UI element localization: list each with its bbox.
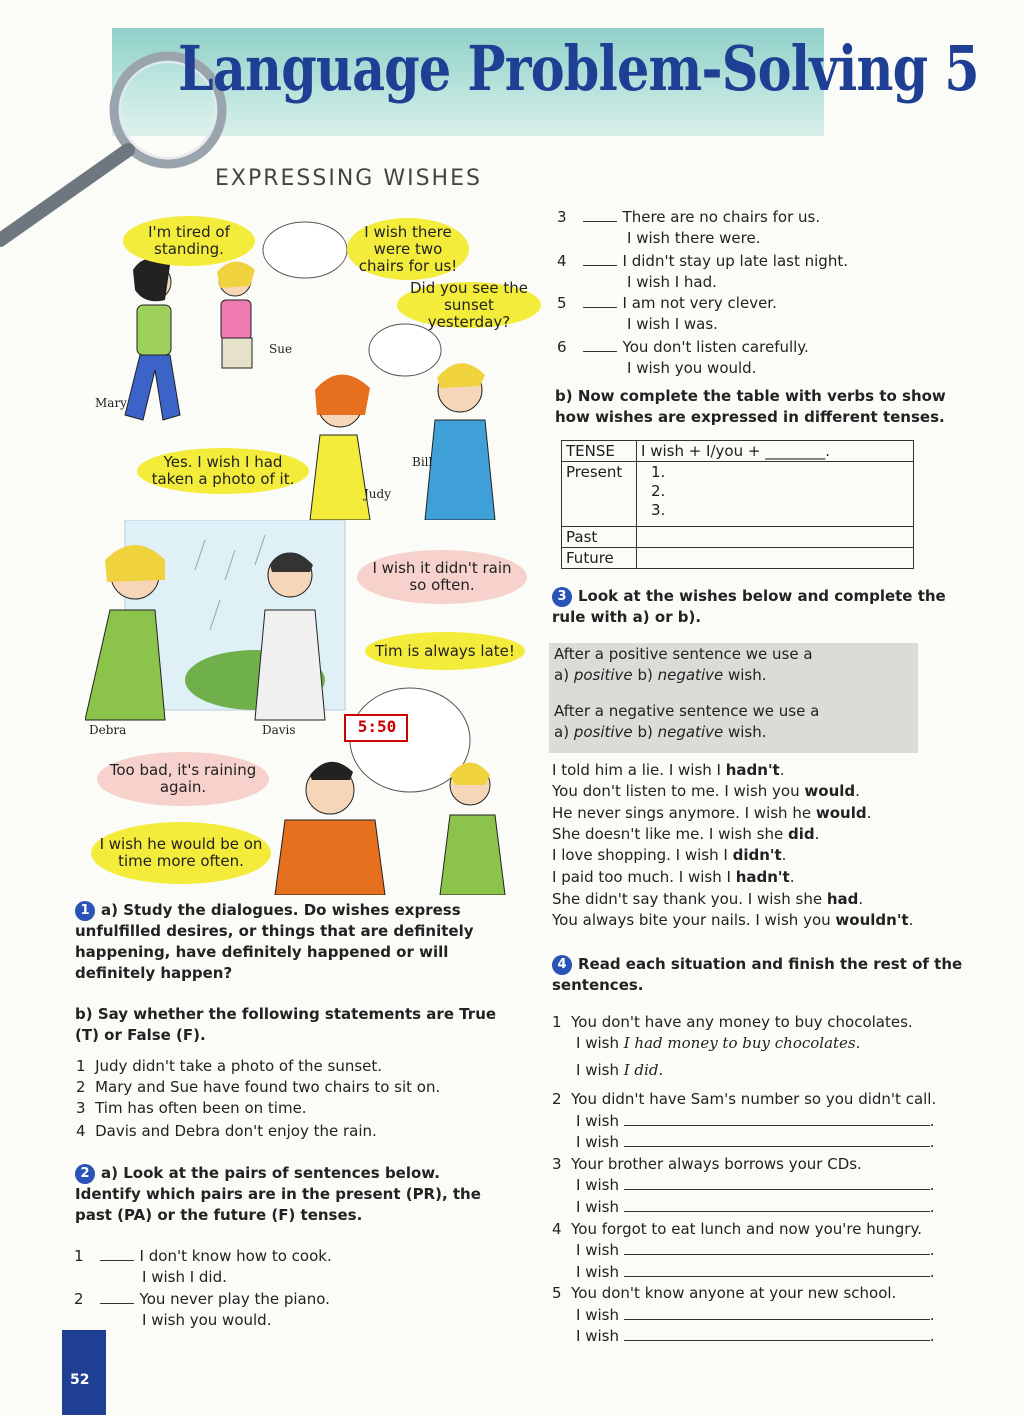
exercise-2-b-text: b) Now complete the table with verbs to show how wishes are expressed in different tenses. [555, 387, 946, 426]
speech-bubble-tim-late: Tim is always late! [365, 632, 525, 670]
pair-4-wish: I wish I had. [627, 273, 717, 291]
character-label-mary: Mary [95, 396, 127, 410]
example-1: I told him a lie. I wish I hadn't. [552, 761, 785, 779]
pair-5-wish: I wish I was. [627, 315, 718, 333]
exercise-2-a-text: a) Look at the pairs of sentences below. Identify which pairs are in the present (PR), the past (PA) or the future (F) tenses. [75, 1164, 481, 1224]
pair-4: 4 I didn't stay up late last night. [557, 252, 848, 270]
situation-5-answer-1[interactable]: I wish . [576, 1306, 935, 1324]
tense-table [561, 440, 914, 569]
pair-1-wish: I wish I did. [142, 1268, 227, 1286]
example-4: She doesn't like me. I wish she did. [552, 825, 820, 843]
wish-header: I wish + I/you + ________. [637, 441, 914, 462]
example-3: He never sings anymore. I wish he would. [552, 804, 872, 822]
pair-2-wish: I wish you would. [142, 1311, 272, 1329]
speech-bubble-mary: I'm tired of standing. [123, 216, 255, 266]
character-label-bill: Bill [412, 455, 433, 469]
pair-2: 2 You never play the piano. [74, 1290, 330, 1308]
past-cell[interactable] [637, 527, 914, 548]
pair-3: 3 There are no chairs for us. [557, 208, 821, 226]
character-label-davis: Davis [262, 723, 296, 737]
situation-2-answer-2[interactable]: I wish . [576, 1133, 935, 1151]
pair-3-wish: I wish there were. [627, 229, 761, 247]
situation-3-answer-2[interactable]: I wish . [576, 1198, 935, 1216]
exercise-4 [552, 954, 972, 996]
exercise-2-number: 2 [75, 1164, 95, 1184]
page-subtitle: EXPRESSING WISHES [215, 166, 482, 191]
exercise-1-a-text: a) Study the dialogues. Do wishes express unfulfilled desires, or things that are definitely happening, have definitely happened or will definitely happen? [75, 901, 474, 982]
exercise-4-number: 4 [552, 955, 572, 975]
character-label-sue: Sue [269, 342, 293, 356]
speech-bubble-wish-on-time: I wish he would be on time more often. [91, 822, 271, 884]
situation-5: 5 You don't know anyone at your new school. [552, 1284, 897, 1302]
situation-3-answer-1[interactable]: I wish . [576, 1176, 935, 1194]
exercise-2-a [75, 1163, 505, 1226]
exercise-1-number: 1 [75, 901, 95, 921]
statement-2: 2 Mary and Sue have found two chairs to sit on. [76, 1078, 441, 1096]
situation-4: 4 You forgot to eat lunch and now you're hungry. [552, 1220, 922, 1238]
exercise-4-text: Read each situation and finish the rest of the sentences. [552, 955, 963, 994]
rule-2-line2: a) positive b) negative wish. [554, 723, 767, 741]
situation-1: 1 You don't have any money to buy chocolates. [552, 1013, 913, 1031]
statement-1: 1 Judy didn't take a photo of the sunset. [76, 1057, 383, 1075]
situation-3: 3 Your brother always borrows your CDs. [552, 1155, 862, 1173]
page-number: 52 [70, 1372, 90, 1388]
situation-5-answer-2[interactable]: I wish . [576, 1327, 935, 1345]
example-8: You always bite your nails. I wish you wouldn't. [552, 911, 914, 929]
exercise-3 [552, 586, 972, 628]
speech-bubble-davis: I wish it didn't rain so often. [357, 550, 527, 604]
page-title: Language Problem-Solving 5 [178, 32, 979, 105]
situation-2-answer-1[interactable]: I wish . [576, 1112, 935, 1130]
exercise-1-b-text: b) Say whether the following statements are True (T) or False (F). [75, 1005, 497, 1044]
example-2: You don't listen to me. I wish you would. [552, 782, 860, 800]
speech-bubble-judy: Yes. I wish I had taken a photo of it. [137, 448, 309, 494]
speech-bubble-bill: Did you see the sunset yesterday? [397, 282, 541, 328]
tense-present: Present [562, 462, 637, 527]
speech-bubble-debra: Too bad, it's raining again. [97, 752, 269, 806]
tense-header: TENSE [562, 441, 637, 462]
rule-2-line1: After a negative sentence we use a [554, 702, 820, 720]
tense-past: Past [562, 527, 637, 548]
situation-1-answer-2: I wish I did. [576, 1061, 664, 1079]
character-label-judy: Judy [364, 487, 391, 501]
exercise-3-number: 3 [552, 587, 572, 607]
example-7: She didn't say thank you. I wish she had. [552, 890, 864, 908]
pair-1: 1 I don't know how to cook. [74, 1247, 332, 1265]
pair-6: 6 You don't listen carefully. [557, 338, 809, 356]
clock-display: 5:50 [357, 717, 397, 736]
situation-1-answer-1: I wish I had money to buy chocolates. [576, 1034, 861, 1052]
example-5: I love shopping. I wish I didn't. [552, 846, 787, 864]
rule-1-line1: After a positive sentence we use a [554, 645, 813, 663]
situation-4-answer-1[interactable]: I wish . [576, 1241, 935, 1259]
statement-4: 4 Davis and Debra don't enjoy the rain. [76, 1122, 377, 1140]
pair-5: 5 I am not very clever. [557, 294, 777, 312]
exercise-3-text: Look at the wishes below and complete the rule with a) or b). [552, 587, 946, 626]
statement-3: 3 Tim has often been on time. [76, 1099, 307, 1117]
pair-6-wish: I wish you would. [627, 359, 757, 377]
situation-4-answer-2[interactable]: I wish . [576, 1263, 935, 1281]
situation-2: 2 You didn't have Sam's number so you didn't call. [552, 1090, 937, 1108]
tense-future: Future [562, 548, 637, 569]
future-cell[interactable] [637, 548, 914, 569]
present-cell[interactable]: 1. 2. 3. [637, 462, 914, 527]
illustration-rain-late [85, 520, 530, 895]
character-label-debra: Debra [89, 723, 127, 737]
illustration-chairs-sunset [85, 210, 528, 520]
rule-1-line2: a) positive b) negative wish. [554, 666, 767, 684]
speech-bubble-sue: I wish there were two chairs for us! [347, 218, 469, 280]
exercise-1-a [75, 900, 505, 984]
example-6: I paid too much. I wish I hadn't. [552, 868, 795, 886]
